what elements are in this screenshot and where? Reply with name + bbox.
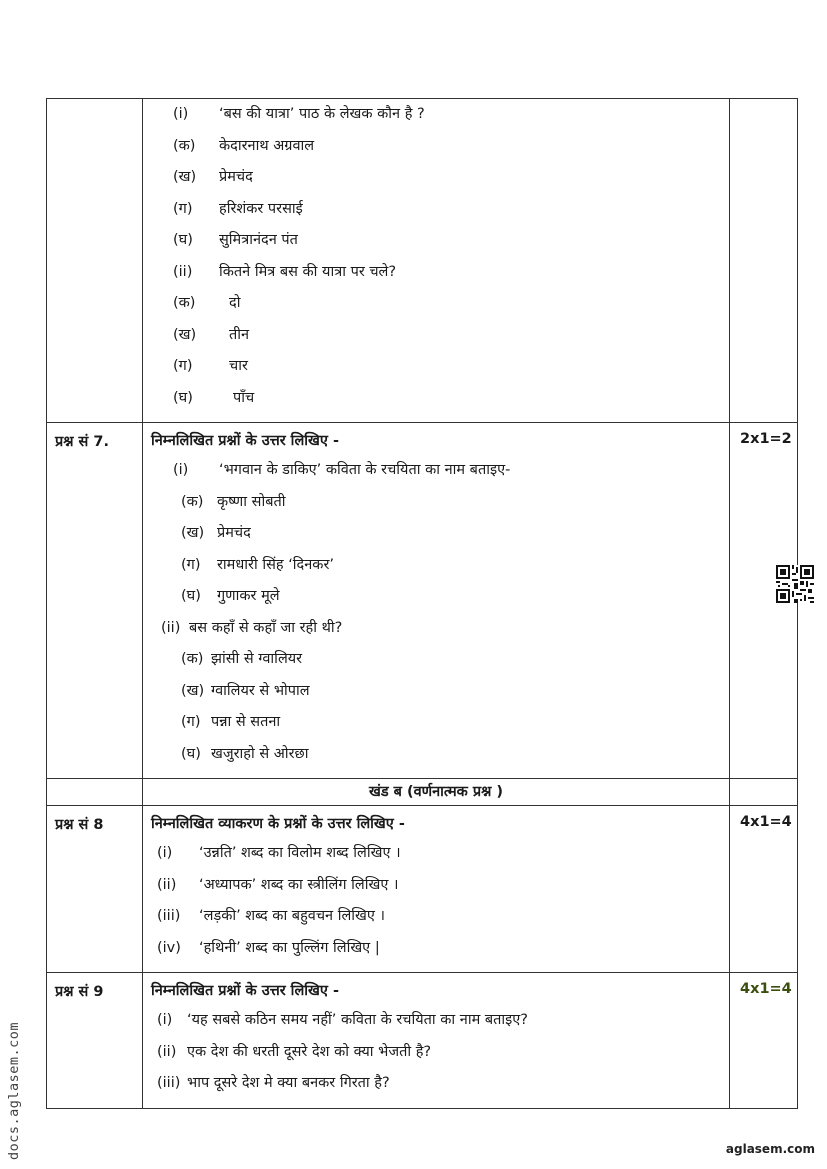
q7-option: (क) झांसी से ग्वालियर	[181, 651, 303, 667]
section-blank-cell	[47, 779, 143, 806]
q9-line: (ii) एक देश की धरती दूसरे देश को क्या भेजती है?	[157, 1043, 432, 1060]
q6-option: (क) केदारनाथ अग्रवाल	[173, 137, 315, 154]
q7-option: (ग) पन्ना से सतना	[181, 714, 281, 730]
q6-line: (ii) कितने मित्र बस की यात्रा पर चले?	[173, 263, 397, 280]
q6-option: (क) दो	[173, 295, 241, 311]
question-9-body	[143, 973, 730, 1109]
brand-footer: aglasem.com	[725, 1142, 815, 1156]
question-7-body	[143, 423, 730, 779]
question-9-row	[47, 973, 798, 1109]
q8-line: (iii) ‘लड़की’ शब्द का बहुवचन लिखिए ।	[157, 908, 386, 924]
q6-line: (i) ‘बस की यात्रा’ पाठ के लेखक कौन है ?	[173, 106, 425, 122]
q6-option: (घ) सुमित्रानंदन पंत	[173, 232, 298, 248]
q6-option: (ग) चार	[173, 358, 248, 374]
q6-option: (ग) हरिशंकर परसाई	[173, 200, 303, 217]
q7-option: (ख) ग्वालियर से भोपाल	[181, 682, 310, 699]
q8-line: (iv) ‘हथिनी’ शब्द का पुल्लिंग लिखिए |	[157, 939, 380, 956]
question-paper-table	[46, 98, 797, 1109]
section-b-heading: खंड ब (वर्णनात्मक प्रश्न )	[143, 779, 730, 806]
q8-line: (i) ‘उन्नति’ शब्द का विलोम शब्द लिखिए ।	[157, 845, 401, 861]
q8-line: (ii) ‘अध्यापक’ शब्द का स्त्रीलिंग लिखिए ।	[157, 876, 399, 893]
marks-cell	[730, 99, 798, 423]
section-b-row	[47, 779, 798, 806]
q6-option: (घ) पाँच	[173, 389, 255, 406]
question-8-row	[47, 806, 798, 973]
question-number: प्रश्न सं 8	[47, 806, 143, 973]
q7-option: (ग) रामधारी सिंह ‘दिनकर’	[181, 556, 334, 573]
q7-option: (घ) गुणाकर मूले	[181, 588, 280, 604]
q6-option: (ख) प्रेमचंद	[173, 169, 253, 185]
q7-option: (क) कृष्णा सोबती	[181, 493, 286, 510]
q7-option: (घ) खजुराहो से ओरछा	[181, 745, 309, 762]
marks: 2x1=2	[730, 423, 798, 779]
question-6-body	[143, 99, 730, 423]
question-8-body	[143, 806, 730, 973]
q7-option: (ख) प्रेमचंद	[181, 525, 251, 541]
question-6-row	[47, 99, 798, 423]
q7-line: (i) ‘भगवान के डाकिए’ कविता के रचयिता का नाम बताइए-	[173, 462, 511, 478]
question-number: प्रश्न सं 9	[47, 973, 143, 1109]
q9-line: (iii) भाप दूसरे देश मे क्या बनकर गिरता है?	[157, 1075, 390, 1091]
q9-line: (i) ‘यह सबसे कठिन समय नहीं’ कविता के रचयिता का नाम बताइए?	[157, 1012, 528, 1028]
question-number-cell	[47, 99, 143, 423]
watermark-url: docs.aglasem.com	[6, 1021, 22, 1160]
marks: 4x1=4	[730, 806, 798, 973]
question-heading: निम्नलिखित व्याकरण के प्रश्नों के उत्तर लिखिए -	[151, 816, 405, 832]
question-7-row	[47, 423, 798, 779]
section-blank-cell	[730, 779, 798, 806]
question-heading: निम्नलिखित प्रश्नों के उत्तर लिखिए -	[151, 433, 339, 449]
q7-line: (ii) बस कहाँ से कहाँ जा रही थी?	[161, 619, 343, 636]
question-number: प्रश्न सं 7.	[47, 423, 143, 779]
q6-option: (ख) तीन	[173, 326, 250, 343]
question-heading: निम्नलिखित प्रश्नों के उत्तर लिखिए -	[151, 983, 339, 999]
marks: 4x1=4	[730, 973, 798, 1109]
qr-code-icon	[776, 565, 814, 603]
